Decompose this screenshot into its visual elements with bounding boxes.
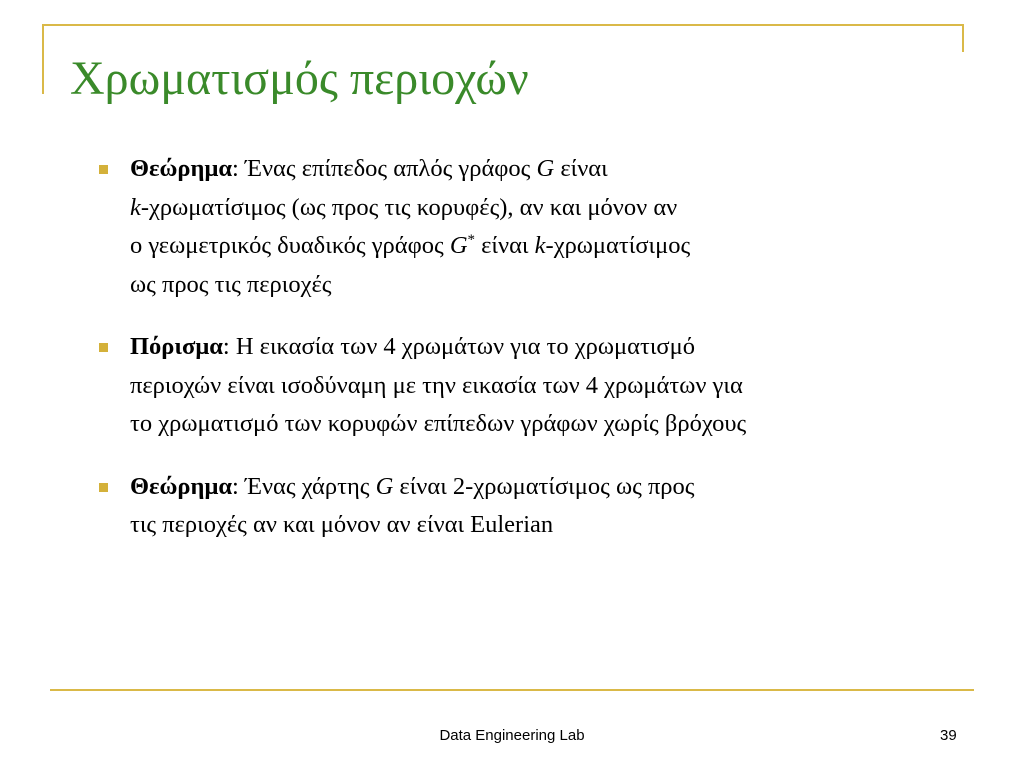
bullet-line (130, 367, 1001, 406)
bullet-text: G (536, 155, 555, 182)
bullet-text: * (467, 231, 476, 248)
bullet-text: τις περιοχές αν και μόνον αν είναι Eulerian (130, 511, 554, 538)
bullet-heading: Θεώρημα (130, 472, 233, 500)
footer-divider (50, 689, 974, 691)
bullet-text: : Η εικασία των 4 χρωμάτων για το χρωματισμό (222, 333, 696, 360)
slide-title: Χρωματισμός περιοχών (70, 52, 529, 105)
square-bullet-icon (99, 343, 108, 352)
bullet-text: -χρωματίσιμος (545, 232, 691, 259)
bullet-heading: Θεώρημα (130, 155, 233, 182)
frame-top-line (42, 24, 964, 26)
bullet-text: ο γεωμετρικός δυαδικός γράφος (130, 232, 450, 259)
bullet-line (130, 266, 1001, 305)
bullet-line (130, 468, 1001, 507)
bullet-text: το χρωματισμό των κορυφών επίπεδων γράφων χωρίς βρόχους (130, 410, 747, 437)
bullet-text: G (375, 472, 394, 500)
bullet-item (96, 150, 1001, 304)
bullet-text: είναι 2-χρωματίσιμος ως προς (393, 472, 695, 500)
page-number: 39 (940, 727, 957, 744)
frame-left-line (42, 24, 44, 94)
bullet-line (130, 189, 1001, 228)
bullet-item (96, 328, 1001, 444)
bullet-text: k (534, 232, 546, 259)
footer-text: Data Engineering Lab (439, 727, 585, 744)
bullet-line (130, 150, 1001, 189)
bullet-text: είναι (554, 155, 608, 182)
bullet-line (130, 405, 1001, 444)
bullet-text: G (449, 232, 468, 259)
bullet-item (96, 468, 1001, 545)
bullet-text: περιοχών είναι ισοδύναμη με την εικασία των 4 χρωμάτων για (130, 371, 743, 399)
bullet-line (130, 506, 1001, 545)
bullet-text: k (130, 193, 141, 221)
bullet-line (130, 227, 1001, 266)
bullet-text: ως προς τις περιοχές (130, 270, 332, 298)
square-bullet-icon (99, 483, 108, 492)
bullet-line (130, 328, 1001, 367)
bullet-text: : Ένας επίπεδος απλός γράφος (232, 155, 537, 182)
frame-right-line (962, 24, 964, 52)
bullet-text: -χρωματίσιμος (ως προς τις κορυφές), αν και μόνον αν (140, 193, 678, 221)
bullet-text: : Ένας χάρτης (232, 472, 376, 500)
bullet-text: είναι (475, 232, 535, 259)
square-bullet-icon (99, 165, 108, 174)
bullet-list (96, 150, 1001, 569)
bullet-heading: Πόρισμα (130, 333, 223, 360)
